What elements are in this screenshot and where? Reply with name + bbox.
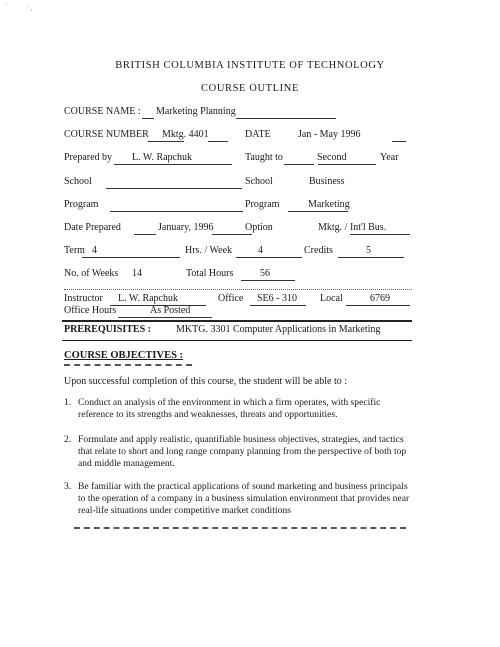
taught-to-value: Second bbox=[317, 152, 347, 163]
field-underline bbox=[142, 118, 154, 119]
option-label: Option bbox=[245, 222, 273, 233]
office-label: Office bbox=[218, 293, 244, 304]
field-underline bbox=[223, 211, 243, 212]
field-underline bbox=[220, 188, 242, 189]
field-underline bbox=[284, 164, 314, 165]
office-hours-value: As Posted bbox=[150, 305, 191, 316]
hrs-week-value: 4 bbox=[258, 245, 263, 256]
date-value: Jan - May 1996 bbox=[298, 129, 361, 140]
objective-line: Be familiar with the practical applications of sound marketing and business principals bbox=[78, 481, 408, 492]
objective-number: 1. bbox=[64, 397, 72, 408]
row-separator bbox=[64, 289, 412, 290]
scan-speck: ' bbox=[6, 4, 8, 10]
scan-speck: ' , bbox=[28, 6, 33, 12]
objectives-heading: COURSE OBJECTIVES : bbox=[64, 350, 184, 361]
prereq-label: PREREQUISITES : bbox=[64, 324, 151, 335]
objective-line: real-life situations under competitive market conditions bbox=[78, 505, 291, 516]
term-label: Term bbox=[64, 245, 85, 256]
term-value: 4 bbox=[92, 245, 97, 256]
objective-line: reference to its strengths and weaknesses, threats and opportunities. bbox=[78, 409, 338, 420]
field-underline bbox=[212, 234, 252, 235]
footer-dash bbox=[74, 527, 406, 529]
credits-value: 5 bbox=[366, 245, 371, 256]
taught-to-suffix: Year bbox=[380, 152, 399, 163]
weeks-label: No. of Weeks bbox=[64, 268, 119, 279]
field-underline bbox=[346, 305, 410, 306]
course-number-label: COURSE NUMBER bbox=[64, 129, 149, 140]
program2-label: Program bbox=[245, 199, 280, 210]
objective-line: to the operation of a company in a business simulation environment that provides near bbox=[78, 493, 410, 504]
field-underline bbox=[148, 141, 184, 142]
field-underline bbox=[350, 234, 410, 235]
objective-number: 3. bbox=[64, 481, 72, 492]
field-underline bbox=[236, 257, 302, 258]
program-label: Program bbox=[64, 199, 99, 210]
school2-value: Business bbox=[309, 176, 345, 187]
prereq-value: MKTG. 3301 Computer Applications in Marketing bbox=[176, 324, 381, 335]
option-value: Mktg. / Int'l Bus. bbox=[318, 222, 387, 233]
school2-label: School bbox=[245, 176, 273, 187]
date-prepared-label: Date Prepared bbox=[64, 222, 121, 233]
total-hours-label: Total Hours bbox=[186, 268, 234, 279]
total-hours-value: 56 bbox=[260, 268, 270, 279]
field-underline bbox=[338, 257, 404, 258]
course-number-value: Mktg. 4401 bbox=[162, 129, 209, 140]
prepared-by-value: L. W. Rapchuk bbox=[132, 152, 192, 163]
field-underline bbox=[236, 118, 336, 119]
field-underline bbox=[222, 164, 223, 165]
school-label: School bbox=[64, 176, 92, 187]
local-value: 6769 bbox=[370, 293, 390, 304]
heading-dash bbox=[64, 364, 192, 366]
objective-line: Formulate and apply realistic, quantifiable business objectives, strategies, and tactics bbox=[78, 434, 404, 445]
instructor-label: Instructor bbox=[64, 293, 103, 304]
objective-item bbox=[64, 481, 500, 519]
institution-title: BRITISH COLUMBIA INSTITUTE OF TECHNOLOGY bbox=[115, 60, 385, 71]
field-underline bbox=[82, 257, 180, 258]
weeks-value: 14 bbox=[132, 268, 142, 279]
taught-to-label: Taught to bbox=[245, 152, 283, 163]
hrs-week-label: Hrs. / Week bbox=[185, 245, 233, 256]
field-underline bbox=[208, 141, 228, 142]
course-name-value: Marketing Planning bbox=[156, 106, 236, 117]
objective-line: and middle management. bbox=[78, 458, 175, 469]
document-title: COURSE OUTLINE bbox=[201, 83, 299, 94]
office-value: SE6 - 310 bbox=[257, 293, 297, 304]
office-hours-label: Office Hours bbox=[64, 305, 117, 316]
field-underline bbox=[318, 164, 376, 165]
section-divider bbox=[62, 340, 412, 341]
objective-line: Conduct an analysis of the environment in which a firm operates, with specific bbox=[78, 397, 381, 408]
objective-item bbox=[64, 397, 500, 423]
section-divider bbox=[62, 320, 412, 322]
objective-item bbox=[64, 434, 500, 472]
field-underline bbox=[392, 141, 406, 142]
instructor-value: L. W. Rapchuk bbox=[118, 293, 178, 304]
field-underline bbox=[114, 164, 232, 165]
date-prepared-value: January, 1996 bbox=[158, 222, 214, 233]
program2-value: Marketing bbox=[308, 199, 350, 210]
course-name-label: COURSE NAME : bbox=[64, 106, 141, 117]
objective-number: 2. bbox=[64, 434, 72, 445]
field-underline bbox=[288, 211, 348, 212]
objective-line: that relate to short and long range company planning from the perspective of both top bbox=[78, 446, 407, 457]
field-underline bbox=[241, 280, 295, 281]
credits-label: Credits bbox=[304, 245, 333, 256]
objectives-intro-text: Upon successful completion of this course, the student will be able to : bbox=[64, 376, 347, 387]
field-underline bbox=[110, 211, 232, 212]
date-label: DATE bbox=[245, 129, 271, 140]
local-label: Local bbox=[320, 293, 343, 304]
field-underline bbox=[106, 188, 232, 189]
field-underline bbox=[134, 234, 156, 235]
field-underline bbox=[250, 305, 306, 306]
field-underline bbox=[118, 317, 212, 318]
prepared-by-label: Prepared by bbox=[64, 152, 113, 163]
